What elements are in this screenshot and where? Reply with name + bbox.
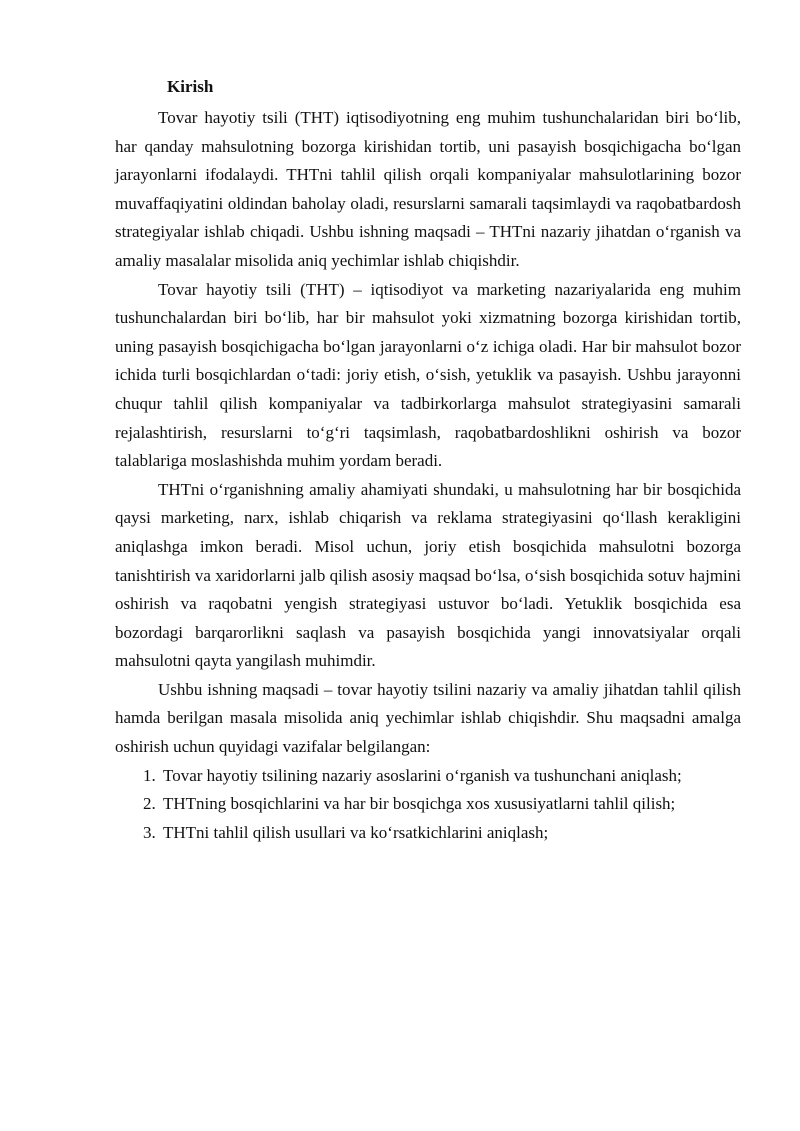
task-list <box>115 762 741 848</box>
list-item-number: 2. <box>143 794 156 814</box>
list-item-number: 1. <box>143 765 156 785</box>
list-item-text: THTning bosqichlarini va har bir bosqichga xos xususiyatlarni tahlil qilish; <box>163 794 676 814</box>
paragraph: Ushbu ishning maqsadi – tovar hayotiy tsilini nazariy va amaliy jihatdan tahlil qilish hamda berilgan masala misolida aniq yechimlar ishlab chiqishdir. Shu maqsadni amalga oshirish uchun quyidagi vazifalar belgilangan: <box>115 679 741 757</box>
body-text <box>115 104 741 847</box>
list-item-number: 3. <box>143 822 156 842</box>
list-item <box>115 762 741 791</box>
list-item-text: Tovar hayotiy tsilining nazariy asoslarini o‘rganish va tushunchani aniqlash; <box>163 765 682 785</box>
paragraph: THTni o‘rganishning amaliy ahamiyati shundaki, u mahsulotning har bir bosqichida qaysi marketing, narx, ishlab chiqarish va reklama strategiyasini qo‘llash kerakligini aniqlashga imkon beradi. Misol uchun, joriy etish bosqichida mahsulotni bozorga tanishtirish va xaridorlarni jalb qilish asosiy maqsad bo‘lsa, o‘sish bosqichida sotuv hajmini oshirish va raqobatni yengish strategiyasi ustuvor bo‘ladi. Yetuklik bosqichida esa bozordagi barqarorlikni saqlash va pasayish bosqichida yangi innovatsiyalar orqali mahsulotni qayta yangilash muhimdir. <box>115 479 741 671</box>
list-item <box>115 790 741 819</box>
list-item <box>115 819 741 848</box>
list-item-text: THTni tahlil qilish usullari va ko‘rsatkichlarini aniqlash; <box>163 822 549 842</box>
paragraph: Tovar hayotiy tsili (THT) – iqtisodiyot va marketing nazariyalarida eng muhim tushunchalardan biri bo‘lib, har bir mahsulot yoki xizmatning bozorga kirishidan tortib, uning pasayish bosqichigacha bo‘lgan jarayonlarni o‘z ichiga oladi. Har bir mahsulot bozor ichida turli bosqichlardan o‘tadi: joriy etish, o‘sish, yetuklik va pasayish. Ushbu jarayonni chuqur tahlil qilish kompaniyalar va tadbirkorlarga mahsulot strategiyasini samarali rejalashtirish, resurslarni to‘g‘ri taqsimlash, raqobatbardoshlikni oshirish va bozor talablariga moslashishda muhim yordam beradi. <box>115 279 741 471</box>
paragraph: Tovar hayotiy tsili (THT) iqtisodiyotning eng muhim tushunchalaridan biri bo‘lib, har qanday mahsulotning bozorga kirishidan tortib, uni pasayish bosqichigacha bo‘lgan jarayonlarni ifodalaydi. THTni tahlil qilish orqali kompaniyalar mahsulotlarining bozor muvaffaqiyatini oldindan baholay oladi, resurslarni samarali taqsimlaydi va raqobatbardosh strategiyalar ishlab chiqadi. Ushbu ishning maqsadi – THTni nazariy jihatdan o‘rganish va amaliy masalalar misolida aniq yechimlar ishlab chiqishdir. <box>115 108 741 270</box>
section-heading: Kirish <box>167 77 214 96</box>
